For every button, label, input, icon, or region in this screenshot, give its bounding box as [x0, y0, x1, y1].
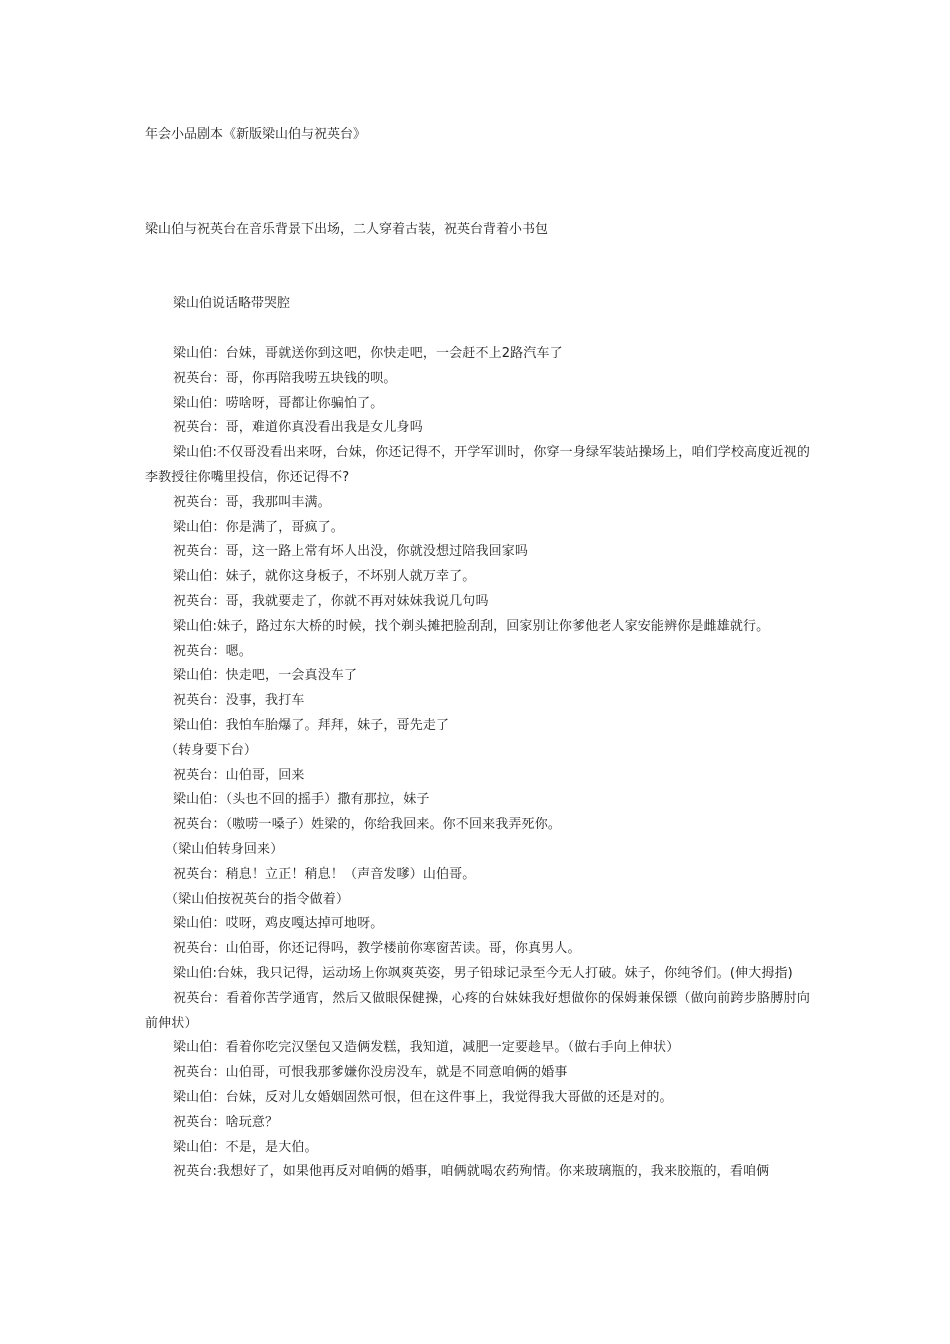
- dialogue-line: 祝英台:我想好了，如果他再反对咱俩的婚事，咱俩就喝农药殉情。你来玻璃瓶的，我来胶瓶的，看咱俩: [173, 1164, 770, 1180]
- scene-intro: 梁山伯与祝英台在音乐背景下出场，二人穿着古装，祝英台背着小书包: [145, 222, 549, 237]
- dialogue-line: 梁山伯：台妹，哥就送你到这吧，你快走吧，一会赶不上2路汽车了: [173, 346, 563, 361]
- dialogue-line: 梁山伯：看着你吃完汉堡包又造俩发糕，我知道，减肥一定要趁早。（做右手向上伸状）: [173, 1040, 680, 1056]
- stage-note: 梁山伯说话略带哭腔: [173, 296, 291, 311]
- dialogue-line: 祝英台：哥，难道你真没看出我是女儿身吗: [173, 420, 423, 436]
- dialogue-line: 祝英台：（嗷唠一嗓子）姓梁的，你给我回来。你不回来我弄死你。: [173, 817, 562, 833]
- stage-direction: （转身要下台）: [165, 742, 258, 758]
- stage-direction: （梁山伯转身回来）: [165, 841, 284, 857]
- dialogue-line: 祝英台：山伯哥，你还记得吗，教学楼前你寒窗苦读。哥，你真男人。: [173, 941, 581, 957]
- dialogue-line: 梁山伯：你是满了，哥疯了。: [173, 519, 344, 535]
- dialogue-line: 祝英台：哥，我就要走了，你就不再对妹妹我说几句吗: [173, 593, 489, 609]
- stage-direction: （梁山伯按祝英台的指令做着）: [165, 891, 350, 907]
- dialogue-line: 祝英台：嗯。: [173, 643, 252, 659]
- dialogue-line: 梁山伯：妹子，就你这身板子，不坏别人就万幸了。: [173, 569, 476, 585]
- dialogue-line: 祝英台：山伯哥，可恨我那爹嫌你没房没车，就是不同意咱俩的婚事: [173, 1065, 568, 1081]
- dialogue-line: 梁山伯：（头也不回的摇手）撒有那拉，妹子: [173, 792, 430, 808]
- document-title: 年会小品剧本《新版梁山伯与祝英台》: [145, 127, 367, 142]
- dialogue-line: 祝英台：哥，你再陪我唠五块钱的呗。: [173, 370, 397, 386]
- dialogue-body: [145, 342, 810, 1185]
- dialogue-line: 梁山伯：我怕车胎爆了。拜拜，妹子，哥先走了: [173, 717, 450, 733]
- dialogue-line: 祝英台：山伯哥，回来: [173, 767, 305, 783]
- dialogue-line: 祝英台：看着你苦学通宵，然后又做眼保健操，心疼的台妹妹我好想做你的保姆兼保镖（做向前跨步胳膊肘向前伸状）: [145, 990, 810, 1031]
- dialogue-line: 梁山伯：不是，是大伯。: [173, 1139, 318, 1155]
- dialogue-line: 梁山伯:不仅哥没看出来呀，台妹，你还记得不，开学军训时，你穿一身绿军装站操场上，咱们学校高度近视的李教授往你嘴里投信，你还记得不?: [145, 445, 810, 485]
- dialogue-line: 梁山伯：快走吧，一会真没车了: [173, 668, 358, 684]
- dialogue-line: 梁山伯:妹子，路过东大桥的时候，找个剃头摊把脸刮刮，回家别让你爹他老人家安能辨你是雌雄就行。: [173, 618, 770, 634]
- dialogue-line: 梁山伯：哎呀，鸡皮嘎达掉可地呀。: [173, 916, 384, 932]
- dialogue-line: 祝英台：哥，我那叫丰满。: [173, 494, 331, 510]
- dialogue-line: 祝英台：稍息！立正！稍息！（声音发嗲）山伯哥。: [173, 866, 476, 882]
- dialogue-line: 梁山伯：唠啥呀，哥都让你骗怕了。: [173, 395, 384, 411]
- dialogue-line: 祝英台：哥，这一路上常有坏人出没，你就没想过陪我回家吗: [173, 544, 529, 560]
- dialogue-line: 祝英台：没事，我打车: [173, 693, 305, 709]
- dialogue-line: 祝英台：啥玩意？: [173, 1114, 279, 1130]
- dialogue-line: 梁山伯：台妹，反对儿女婚姻固然可恨，但在这件事上，我觉得我大哥做的还是对的。: [173, 1089, 673, 1105]
- dialogue-line: 梁山伯:台妹，我只记得，运动场上你飒爽英姿，男子铅球记录至今无人打破。妹子，你纯爷们。(伸大拇指): [173, 965, 793, 981]
